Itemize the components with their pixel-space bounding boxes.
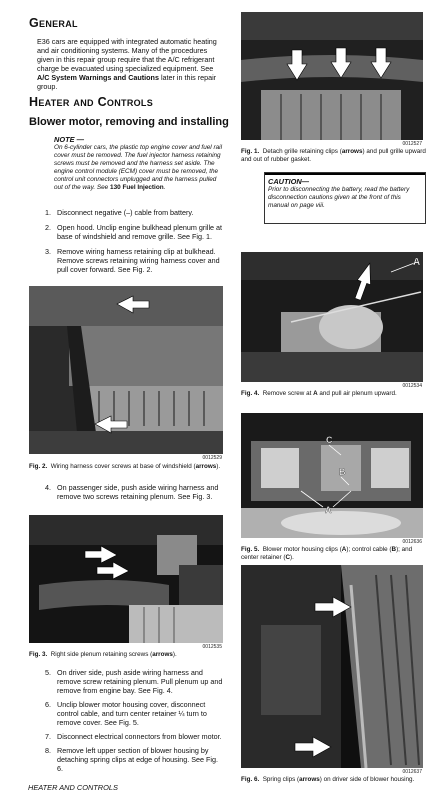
steps-list-b xyxy=(45,483,225,501)
figure-3-caption: Fig. 3. Right side plenum retaining screws (arrows). xyxy=(29,651,177,658)
figure-6-caption: Fig. 6. Spring clips (arrows) on driver side of blower housing. xyxy=(241,776,415,783)
figure-2-photo xyxy=(29,286,223,454)
steps-list-c xyxy=(45,668,225,773)
figure-4-photo xyxy=(241,252,423,382)
figure-2-caption: Fig. 2. Wiring harness cover screws at base of windshield (arrows). xyxy=(29,463,221,470)
marker-label-a: A xyxy=(413,257,421,268)
figure-2-code: 0012529 xyxy=(202,455,222,461)
figure-1-caption: Fig. 1. Detach grille retaining clips (arrows) and pull grille upward and out of rubber gasket. xyxy=(241,148,426,163)
subsection-title: Blower motor, removing and installing xyxy=(29,116,229,128)
note-text: On 6-cylinder cars, the plastic top engine cover and fuel rail cover must be removed. The fuel injector harness retaining screws must be removed and the harness set aside. The engine control module (ECM) cover must be removed, the control unit connectors unplugged and the harness pulled out of the way. See 130 Fuel Injection. xyxy=(54,144,223,191)
figure-4-caption: Fig. 4. Remove screw at A and pull air plenum upward. xyxy=(241,390,397,397)
figure-6-photo xyxy=(241,565,423,768)
section-title-heater: Heater and Controls xyxy=(29,95,154,109)
caution-box xyxy=(264,172,426,224)
steps-list-a xyxy=(45,208,225,274)
page-footer: HEATER AND CONTROLS xyxy=(28,783,118,792)
step-item: 7. Disconnect electrical connectors from blower motor. xyxy=(45,732,222,741)
marker-label-c: C xyxy=(326,435,333,445)
step-item: 6. Unclip blower motor housing cover, disconnect control cable, and turn center retainer ¼ turn to remove cover. See Fig. 5. xyxy=(45,700,207,727)
step-item: 2. Open hood. Unclip engine bulkhead plenum grille at base of windshield and remove grille. See Fig. 1. xyxy=(45,223,223,241)
figure-1-photo xyxy=(241,12,423,140)
note-ref: 130 Fuel Injection xyxy=(110,184,164,191)
section-title-general: General xyxy=(29,16,78,30)
figure-6-code: 0012637 xyxy=(402,769,422,775)
step-item: 3. Remove wiring harness retaining clip at bulkhead. Remove screws retaining wiring harness cover and pull cover forward. See Fig. 2. xyxy=(45,247,220,274)
general-paragraph-ref: A/C System Warnings and Cautions xyxy=(37,73,159,82)
figure-5-photo xyxy=(241,413,423,538)
step-item: 1. Disconnect negative (–) cable from battery. xyxy=(45,208,194,217)
marker-label-b: B xyxy=(339,467,346,477)
figure-4-code: 0012534 xyxy=(402,383,422,389)
caution-text: Prior to disconnecting the battery, read the battery disconnection cautions given at the front of this manual on page viii. xyxy=(268,186,410,209)
figure-5-caption: Fig. 5. Blower motor housing clips (A); control cable (B); and center retainer (C). xyxy=(241,546,413,561)
step-item: 4. On passenger side, push aside wiring harness and remove two screws retaining plenum. See Fig. 3. xyxy=(45,483,219,501)
step-item: 5. On driver side, push aside wiring harness and remove screw retaining plenum. Pull plenum up and remove from engine bay. See Fig. 4. xyxy=(45,668,223,695)
general-paragraph: E36 cars are equipped with integrated automatic heating and air conditioning systems. Many of the procedures given in this repair group require that the A/C refrigerant charge be evacuated using specialized equipment. See A/C System Warnings and Cautions later in this repair group. xyxy=(37,37,217,91)
figure-3-photo xyxy=(29,515,223,643)
figure-1-code: 0012527 xyxy=(402,141,422,147)
note-block xyxy=(54,135,224,192)
caution-label: CAUTION— xyxy=(268,177,310,186)
note-label: NOTE — xyxy=(54,135,84,144)
figure-5-code: 0012636 xyxy=(402,539,422,545)
figure-3-code: 0012535 xyxy=(202,644,222,650)
step-item: 8. Remove left upper section of blower housing by detaching spring clips at edge of housing. See Fig. 6. xyxy=(45,746,219,773)
marker-label-a: A xyxy=(325,505,332,515)
